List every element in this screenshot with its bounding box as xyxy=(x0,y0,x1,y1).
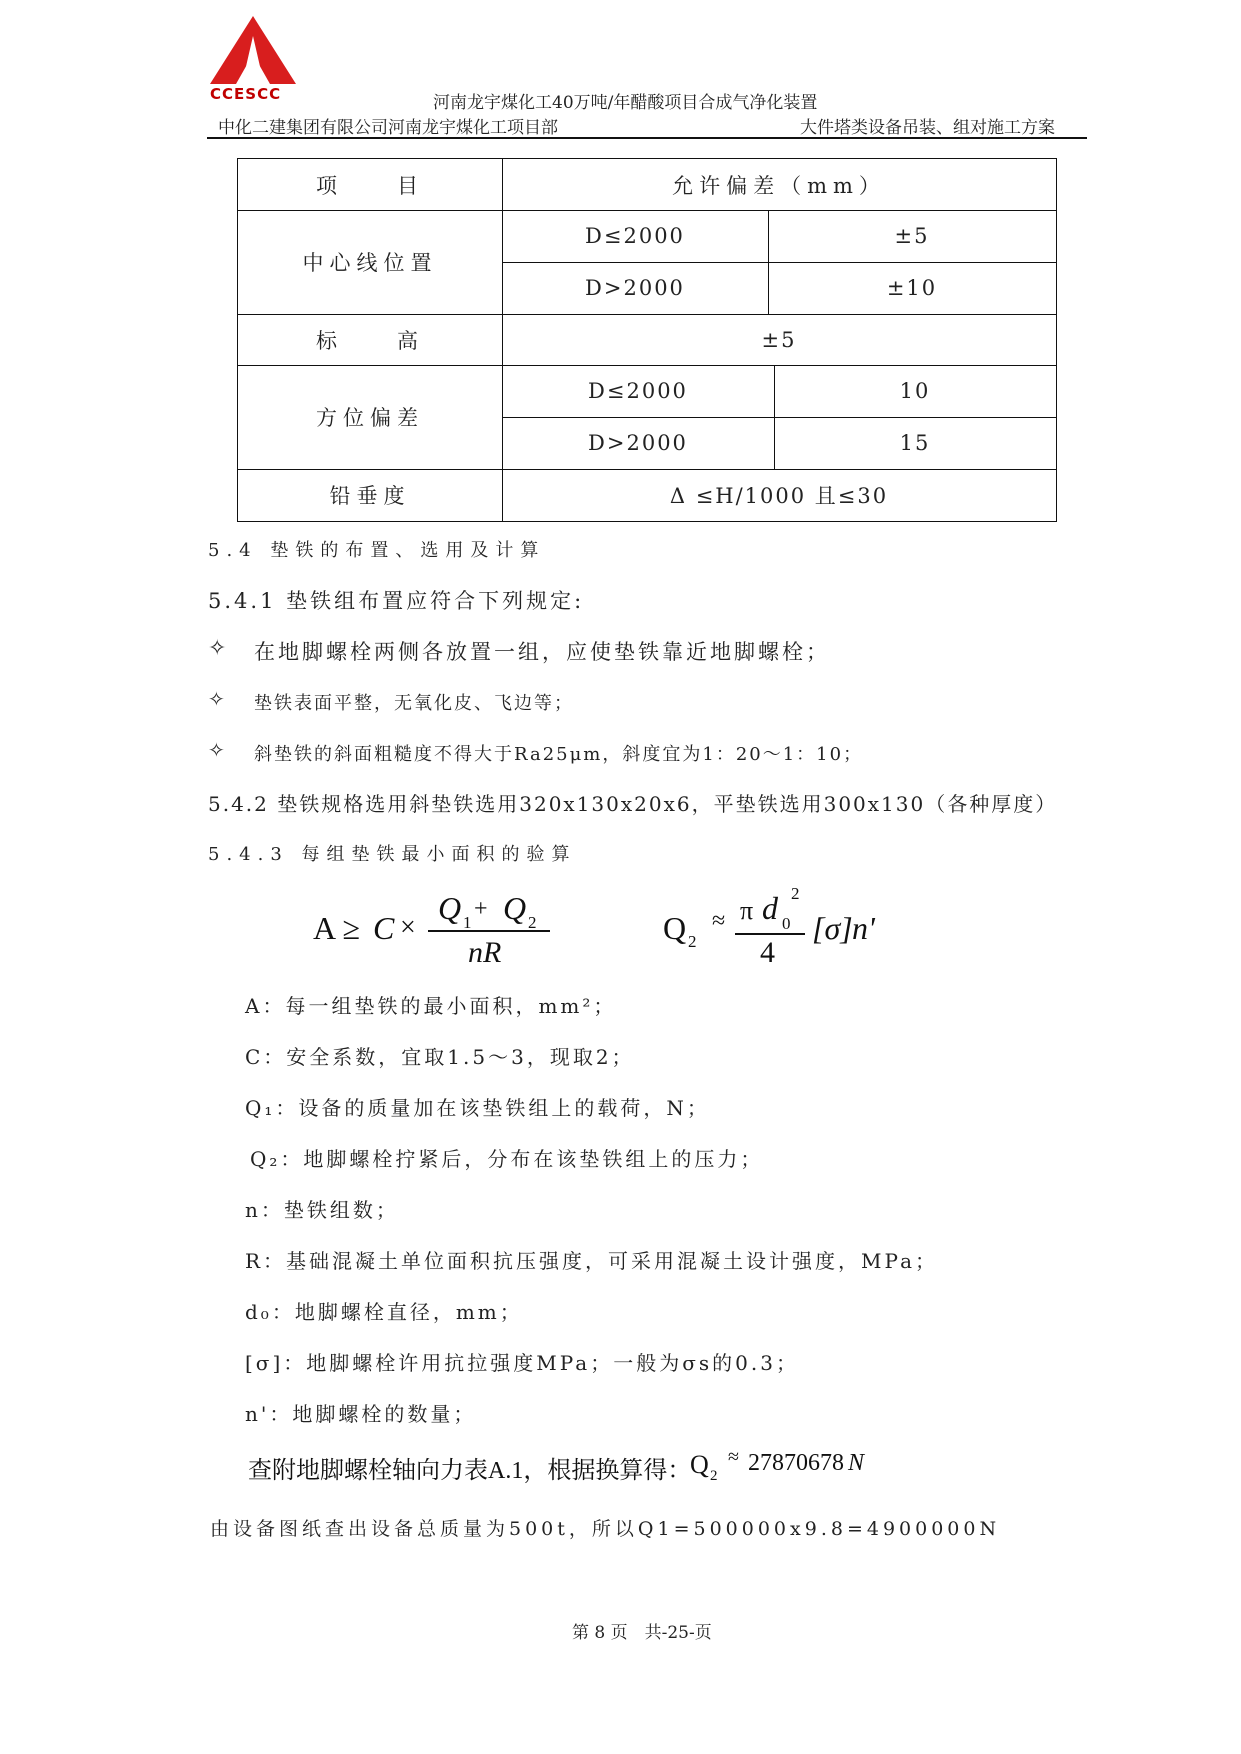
table-cell-value: ±10 xyxy=(886,276,938,300)
fraction-bar xyxy=(735,933,805,935)
formula-superscript: 2 xyxy=(791,884,800,903)
page-footer: 第 8 页 共-25-页 xyxy=(572,1623,712,1643)
table-row-name: 铅垂度 xyxy=(329,484,411,508)
formula-subscript: 0 xyxy=(782,914,791,933)
definition-item: R：基础混凝土单位面积抗压强度，可采用混凝土设计强度，MPa； xyxy=(245,1249,939,1273)
bullet-item: 在地脚螺栓两侧各放置一组，应使垫铁靠近地脚螺栓； xyxy=(254,640,830,664)
tolerance-table xyxy=(237,158,1057,522)
table-cell-value: Δ ≤H/1000 且≤30 xyxy=(669,484,889,508)
definition-item: Q₂：地脚螺栓拧紧后，分布在该垫铁组上的压力； xyxy=(250,1147,764,1171)
bullet-diamond-icon: ✧ xyxy=(208,636,227,661)
definition-item: n：垫铁组数； xyxy=(245,1198,399,1222)
table-cell-value: ±5 xyxy=(761,327,797,352)
bullet-diamond-icon: ✧ xyxy=(208,738,225,762)
table-cell-condition: D≤2000 xyxy=(588,379,688,403)
subsection-5-4-2: 5.4.2 垫铁规格选用斜垫铁选用320x130x20x6，平垫铁选用300x130（各种厚度） xyxy=(208,792,1058,816)
table-cell-condition: D>2000 xyxy=(588,431,688,455)
table-header-tolerance: 允许偏差（mm） xyxy=(672,173,886,198)
definition-item: A：每一组垫铁的最小面积，mm²； xyxy=(245,994,617,1018)
header-company: 中化二建集团有限公司河南龙宇煤化工项目部 xyxy=(218,118,558,138)
table-cell-value: ±5 xyxy=(894,224,930,248)
formula-symbol: Q xyxy=(663,910,687,946)
subsection-5-4-3: 5.4.3 每组垫铁最小面积的验算 xyxy=(208,844,577,865)
conclusion-text: 由设备图纸查出设备总质量为500t，所以Q1=500000x9.8=4900000N xyxy=(210,1518,1001,1540)
lookup-text: 查附地脚螺栓轴向力表A.1，根据换算得： xyxy=(248,1458,692,1484)
table-cell-value: 15 xyxy=(899,431,931,455)
formula-denominator: nR xyxy=(468,936,502,969)
bullet-item: 垫铁表面平整，无氧化皮、飞边等； xyxy=(254,693,574,714)
table-cell-condition: D≤2000 xyxy=(585,224,685,248)
result-value: 27870678 xyxy=(748,1450,844,1476)
formula-symbol: Q xyxy=(503,890,527,926)
formula-symbol: Q xyxy=(690,1450,709,1479)
header-divider xyxy=(207,137,1087,139)
definition-item: d₀：地脚螺栓直径，mm； xyxy=(245,1300,523,1324)
formula-lhs: A ≥ xyxy=(313,910,360,946)
table-row-name: 方位偏差 xyxy=(316,406,424,430)
formula-symbol: [σ] xyxy=(812,910,853,946)
header-project-title: 河南龙宇煤化工40万吨/年醋酸项目合成气净化装置 xyxy=(433,93,818,113)
definition-item: [σ]：地脚螺栓许用抗拉强度MPa；一般为σs的0.3； xyxy=(245,1351,799,1375)
formula-subscript: 1 xyxy=(463,913,472,932)
definition-item: C：安全系数，宜取1.5～3，现取2； xyxy=(245,1045,635,1069)
definition-item: n'：地脚螺栓的数量； xyxy=(245,1402,477,1426)
result-unit: N xyxy=(848,1450,865,1476)
bullet-diamond-icon: ✧ xyxy=(208,687,225,711)
table-row-name: 中心线位置 xyxy=(302,251,438,275)
formula-symbol: π xyxy=(740,896,754,925)
formula-subscript: 2 xyxy=(710,1468,718,1484)
formula-subscript: 2 xyxy=(688,932,697,951)
logo-text: CCESCC xyxy=(210,85,282,103)
formula-operator: + xyxy=(474,896,488,922)
table-cell-condition: D>2000 xyxy=(585,276,685,300)
bullet-item: 斜垫铁的斜面粗糙度不得大于Ra25μm，斜度宜为1：20～1：10； xyxy=(254,744,864,765)
formula-symbol: Q xyxy=(438,890,462,926)
formula-symbol: d xyxy=(762,890,778,926)
table-cell-value: 10 xyxy=(899,379,931,403)
header-doc-title: 大件塔类设备吊装、组对施工方案 xyxy=(800,118,1055,138)
formula-symbol: n' xyxy=(852,910,875,946)
formula-operator: ≈ xyxy=(728,1446,739,1468)
formula-operator: × xyxy=(400,912,416,943)
fraction-bar xyxy=(428,930,550,932)
formula-denominator: 4 xyxy=(760,936,775,969)
subsection-5-4-1: 5.4.1 垫铁组布置应符合下列规定: xyxy=(208,589,585,613)
definition-item: Q₁：设备的质量加在该垫铁组上的载荷，N； xyxy=(245,1096,710,1120)
formula-operator: ≈ xyxy=(712,908,726,934)
table-row-name: 标 高 xyxy=(316,328,424,353)
formula-subscript: 2 xyxy=(528,913,537,932)
table-header-item: 项 目 xyxy=(316,173,424,198)
section-heading-5-4: 5.4 垫铁的布置、选用及计算 xyxy=(208,540,546,561)
formula-symbol: C xyxy=(373,910,395,946)
